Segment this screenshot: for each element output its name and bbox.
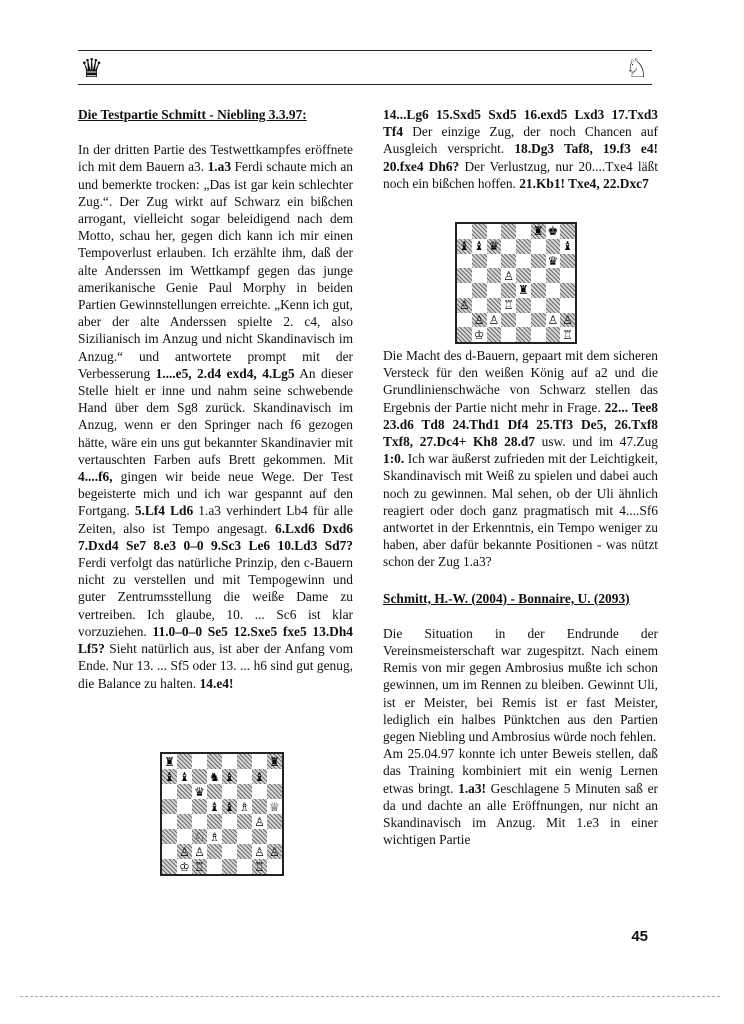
chess-piece: ♛ bbox=[488, 239, 500, 254]
header-rule-top bbox=[78, 50, 652, 51]
move-notation: 6.Lxd6 Dxd6 7.Dxd4 Se7 8.e3 0–0 9.Sc3 Le6 10.Ld3 Sd7? bbox=[78, 520, 353, 553]
board-square bbox=[162, 829, 177, 844]
chess-piece: ♜ bbox=[267, 754, 282, 769]
move-notation: 22... Tee8 23.d6 Td8 24.Thd1 Df4 25.Tf3 De5, 26.Txf8 Txf8, 27.Dc4+ Kh8 28.d7 bbox=[383, 399, 658, 450]
knight-icon: ♘ bbox=[625, 54, 649, 84]
move-notation: 1.a3! bbox=[458, 780, 487, 796]
board-square bbox=[560, 298, 575, 313]
chess-piece: ♝ bbox=[222, 769, 237, 784]
board-square bbox=[546, 239, 561, 254]
board-square bbox=[222, 844, 237, 859]
chess-piece: ♙ bbox=[562, 312, 573, 327]
right-paragraph-3 bbox=[383, 625, 658, 745]
board-square bbox=[501, 313, 516, 328]
board-square bbox=[472, 268, 487, 283]
chess-piece: ♙ bbox=[473, 312, 485, 327]
move-notation: 14...Lg6 15.Sxd5 Sxd5 16.exd5 Lxd3 17.Txd3 Tf4 bbox=[383, 107, 658, 140]
chess-piece: ♜ bbox=[532, 224, 544, 239]
chess-piece: ♙ bbox=[547, 312, 559, 327]
board-square bbox=[162, 814, 177, 829]
text-run: usw. und im 47.Zug bbox=[535, 434, 658, 450]
board-square bbox=[487, 268, 502, 283]
board-square bbox=[207, 814, 222, 829]
board-square bbox=[237, 859, 252, 874]
board-square bbox=[207, 754, 222, 769]
board-square bbox=[516, 224, 531, 239]
chess-piece: ♘ bbox=[192, 829, 207, 844]
text-run: Ferdi schaute mich an und bemerkte trocken: „Das ist gar kein schlechter Zug.“. Der Zug wirkt auf Schwarz ein bißchen arrogant, vielleicht sogar beleidigend nach dem Motto, schau her, gegen dich kann ich mir einen Tempoverlust erlauben. Ich erzählte ihm, daß der alte Anderssen im Wettkampf gegen das junge amerikanische Genie Paul Morphy in beiden Partien Gewinnstellungen erreichte. „Kenn ich gut, aber der alte Anderssen spielte 2. c4, also Sizilianisch im Anzug und nicht Skandinavisch im Anzug.“ und antwortete prompt mit der Verbesserung bbox=[78, 159, 353, 381]
board-square bbox=[222, 829, 237, 844]
chess-piece: ♙ bbox=[458, 298, 470, 313]
board-square bbox=[487, 298, 502, 313]
chess-piece: ♕ bbox=[267, 799, 282, 814]
board-square bbox=[267, 769, 282, 784]
chess-piece: ♝ bbox=[252, 769, 267, 784]
chess-piece: ♛ bbox=[547, 253, 559, 268]
board-square bbox=[516, 239, 531, 254]
chess-piece: ♙ bbox=[177, 844, 192, 859]
chess-piece: ♝ bbox=[162, 769, 177, 784]
move-notation: 1.a3 bbox=[207, 159, 232, 175]
left-column bbox=[78, 106, 353, 692]
game-heading: Schmitt, H.-W. (2004) - Bonnaire, U. (2093) bbox=[383, 590, 630, 606]
chess-piece: ♝ bbox=[222, 799, 237, 814]
board-square bbox=[192, 769, 207, 784]
chess-piece: ♜ bbox=[517, 283, 529, 298]
board-square bbox=[531, 327, 546, 342]
board-square bbox=[177, 784, 192, 799]
chess-piece: ♙ bbox=[488, 312, 500, 327]
board-square bbox=[267, 814, 282, 829]
board-square bbox=[177, 814, 192, 829]
board-square bbox=[162, 784, 177, 799]
board-square bbox=[222, 754, 237, 769]
board-square bbox=[177, 754, 192, 769]
board-square bbox=[546, 327, 561, 342]
text-run: Die Macht des d-Bauern, gepaart mit dem sicheren Versteck für den weißen König auf a2 und die Grundlinienschwäche von Schwarz stellen das Ergebnis der Partie nicht mehr in Frage. bbox=[383, 348, 658, 415]
board-square bbox=[237, 814, 252, 829]
text-run: Der Verlustzug, nur 20....Txe4 läßt noch ein bißchen hoffen. bbox=[383, 158, 658, 191]
chess-piece: ♚ bbox=[547, 224, 559, 239]
board-square bbox=[252, 829, 267, 844]
board-square bbox=[207, 784, 222, 799]
board-square bbox=[516, 298, 531, 313]
chess-piece: ♖ bbox=[562, 327, 573, 342]
chess-piece: ♗ bbox=[237, 799, 252, 814]
board-square bbox=[472, 224, 487, 239]
board-square bbox=[207, 844, 222, 859]
board-square bbox=[560, 224, 575, 239]
text-run: Der einzige Zug, der noch Chancen auf Ausgleich verspricht. bbox=[383, 124, 658, 157]
board-square bbox=[237, 754, 252, 769]
board-square bbox=[177, 799, 192, 814]
right-paragraph-1 bbox=[383, 106, 658, 192]
chess-piece: ♙ bbox=[267, 844, 282, 859]
board-square bbox=[531, 268, 546, 283]
chess-piece: ♛ bbox=[192, 784, 207, 799]
chess-diagram-left bbox=[160, 752, 284, 876]
chess-piece: ♜ bbox=[162, 754, 177, 769]
move-notation: 1....e5, 2.d4 exd4, 4.Lg5 bbox=[155, 365, 295, 381]
board-square bbox=[237, 769, 252, 784]
board-square bbox=[487, 327, 502, 342]
board-square bbox=[457, 283, 472, 298]
board-square bbox=[516, 254, 531, 269]
board-square bbox=[501, 327, 516, 342]
chess-piece: ♗ bbox=[207, 829, 222, 844]
chess-piece: ♝ bbox=[458, 239, 470, 254]
chess-piece: ♝ bbox=[562, 239, 573, 254]
board-square bbox=[560, 268, 575, 283]
board-square bbox=[501, 239, 516, 254]
board-square bbox=[531, 313, 546, 328]
chess-diagram-right bbox=[455, 222, 577, 344]
board-square bbox=[192, 799, 207, 814]
chess-piece: ♖ bbox=[252, 859, 267, 874]
footer-rule bbox=[20, 996, 720, 997]
board-square bbox=[531, 239, 546, 254]
board-square bbox=[531, 254, 546, 269]
board-square bbox=[207, 859, 222, 874]
board-square bbox=[457, 327, 472, 342]
move-notation: 21.Kb1! Txe4, 22.Dxc7 bbox=[519, 175, 649, 191]
board-square bbox=[222, 814, 237, 829]
board-square bbox=[457, 313, 472, 328]
text-run: In der dritten Partie des Testwettkampfes eröffnete ich mit dem Bauern a3. bbox=[78, 142, 353, 175]
text-run: An dieser Stelle hielt er inne und nahm seine schwebende Hand über dem Sg8 zurück. Skandinavisch im Anzug, wenn er den Springer nach f6 gezogen hätte, wäre ein uns gut bekannter Skandinavier mit vertauschten Farben aufs Brett gekommen. Mit bbox=[78, 365, 353, 467]
board-square bbox=[457, 268, 472, 283]
board-square bbox=[192, 754, 207, 769]
text-run: Ich war äußerst zufrieden mit der Leichtigkeit, Skandinavisch mit Weiß zu spielen und dabei auch noch zu gewinnen. Mal sehen, ob der Uli ähnlich reagiert oder doch ganz pragmatisch mit 4....Sf6 antwortet in der Erkenntnis, ein Tempo weniger zu haben, aber dafür bekannte Positionen - was nützt schon der Zug 1.a3? bbox=[383, 451, 658, 570]
board-square bbox=[531, 298, 546, 313]
right-paragraph-4 bbox=[383, 745, 658, 848]
move-notation: 5.Lf4 Ld6 bbox=[134, 503, 194, 519]
board-square bbox=[560, 254, 575, 269]
move-notation: 14.e4! bbox=[199, 675, 234, 691]
board-square bbox=[162, 859, 177, 874]
chess-piece: ♙ bbox=[503, 268, 514, 283]
board-square bbox=[162, 799, 177, 814]
chess-piece: ♝ bbox=[207, 799, 222, 814]
chess-piece: ♙ bbox=[252, 844, 267, 859]
board-square bbox=[501, 224, 516, 239]
left-paragraph bbox=[78, 141, 353, 692]
board-square bbox=[162, 844, 177, 859]
board-square bbox=[457, 224, 472, 239]
right-paragraph-2 bbox=[383, 347, 658, 571]
board-square bbox=[546, 268, 561, 283]
move-notation: 4....f6, bbox=[78, 469, 113, 485]
board-square bbox=[192, 814, 207, 829]
board-square bbox=[516, 268, 531, 283]
board-square bbox=[472, 283, 487, 298]
board-square bbox=[237, 844, 252, 859]
text-run: gingen wir beide neue Wege. Der Test begeisterte mich und ich war gespannt auf den Fortgang. bbox=[78, 469, 353, 519]
board-square bbox=[472, 298, 487, 313]
board-square bbox=[267, 784, 282, 799]
board-square bbox=[177, 829, 192, 844]
board-square bbox=[252, 784, 267, 799]
chess-piece: ♖ bbox=[192, 859, 207, 874]
chess-piece: ♞ bbox=[207, 769, 222, 784]
chess-piece: ♖ bbox=[503, 298, 514, 313]
text-run: Die Situation in der Endrunde der Vereinsmeisterschaft war zugespitzt. Nach einem Remis von mir gegen Ambrosius mußte ich schon gewinnen, um im Rennen zu bleiben. Gewinnt Uli, ist er Meister, bei Remis ist er fast Meister, lediglich ein halbes Pünktchen aus den Partien gegen Niebling und Ambrosius würde noch fehlen. bbox=[383, 625, 658, 745]
board-square bbox=[457, 254, 472, 269]
chess-piece: ♙ bbox=[192, 844, 207, 859]
text-run: Sieht natürlich aus, ist aber der Anfang vom Ende. Nur 13. ... Sf5 oder 13. ... h6 sind gut genug, die Balance zu halten. bbox=[78, 641, 353, 691]
text-run: 1.a3 verhindert Lb4 für alle Zeiten, also ist Tempo angesagt. bbox=[78, 503, 353, 536]
chess-piece: ♙ bbox=[252, 814, 267, 829]
board-square bbox=[222, 859, 237, 874]
page-number: 45 bbox=[631, 928, 648, 945]
header-rule-bottom bbox=[78, 84, 652, 85]
text-run: Geschlagene 5 Minuten saß er da und dachte an alle Eröffnungen, nur nicht an Skandinavisch im Anzug. Mit 1.e3 in einer wichtigen Partie bbox=[383, 780, 658, 848]
text-run: Am 25.04.97 konnte ich unter Beweis stellen, daß das Training kombiniert mit ein wenig Lernen etwas bringt. bbox=[383, 746, 658, 796]
board-square bbox=[237, 829, 252, 844]
board-square bbox=[267, 859, 282, 874]
board-square bbox=[546, 298, 561, 313]
move-notation: 11.0–0–0 Se5 12.Sxe5 fxe5 13.Dh4 Lf5? bbox=[78, 623, 353, 657]
chess-piece: ♝ bbox=[177, 769, 192, 784]
move-notation: 1:0. bbox=[383, 451, 405, 467]
board-square bbox=[267, 829, 282, 844]
board-square bbox=[237, 784, 252, 799]
right-column bbox=[383, 106, 658, 849]
board-square bbox=[560, 283, 575, 298]
board-square bbox=[222, 784, 237, 799]
board-square bbox=[501, 254, 516, 269]
board-square bbox=[487, 224, 502, 239]
chess-piece: ♝ bbox=[473, 239, 485, 254]
board-square bbox=[472, 254, 487, 269]
board-square bbox=[501, 283, 516, 298]
board-square bbox=[531, 283, 546, 298]
chess-piece: ♔ bbox=[473, 327, 485, 342]
board-square bbox=[487, 283, 502, 298]
move-notation: 18.Dg3 Taf8, 19.f3 e4! 20.fxe4 Dh6? bbox=[383, 141, 658, 174]
board-square bbox=[252, 799, 267, 814]
chess-piece: ♔ bbox=[177, 859, 192, 874]
board-square bbox=[516, 327, 531, 342]
board-square bbox=[252, 754, 267, 769]
article-title: Die Testpartie Schmitt - Niebling 3.3.97: bbox=[78, 107, 307, 122]
text-run: Ferdi verfolgt das natürliche Prinzip, den c-Bauern nicht zu verstellen und mit Tempogewinn und guter Zentrumsstellung die weiße Dame zu vertreiben. Ich glaube, 10. ... Sc6 ist klar vorzuziehen. bbox=[78, 555, 353, 639]
queen-icon: ♛ bbox=[80, 54, 104, 84]
board-square bbox=[516, 313, 531, 328]
board-square bbox=[487, 254, 502, 269]
board-square bbox=[546, 283, 561, 298]
